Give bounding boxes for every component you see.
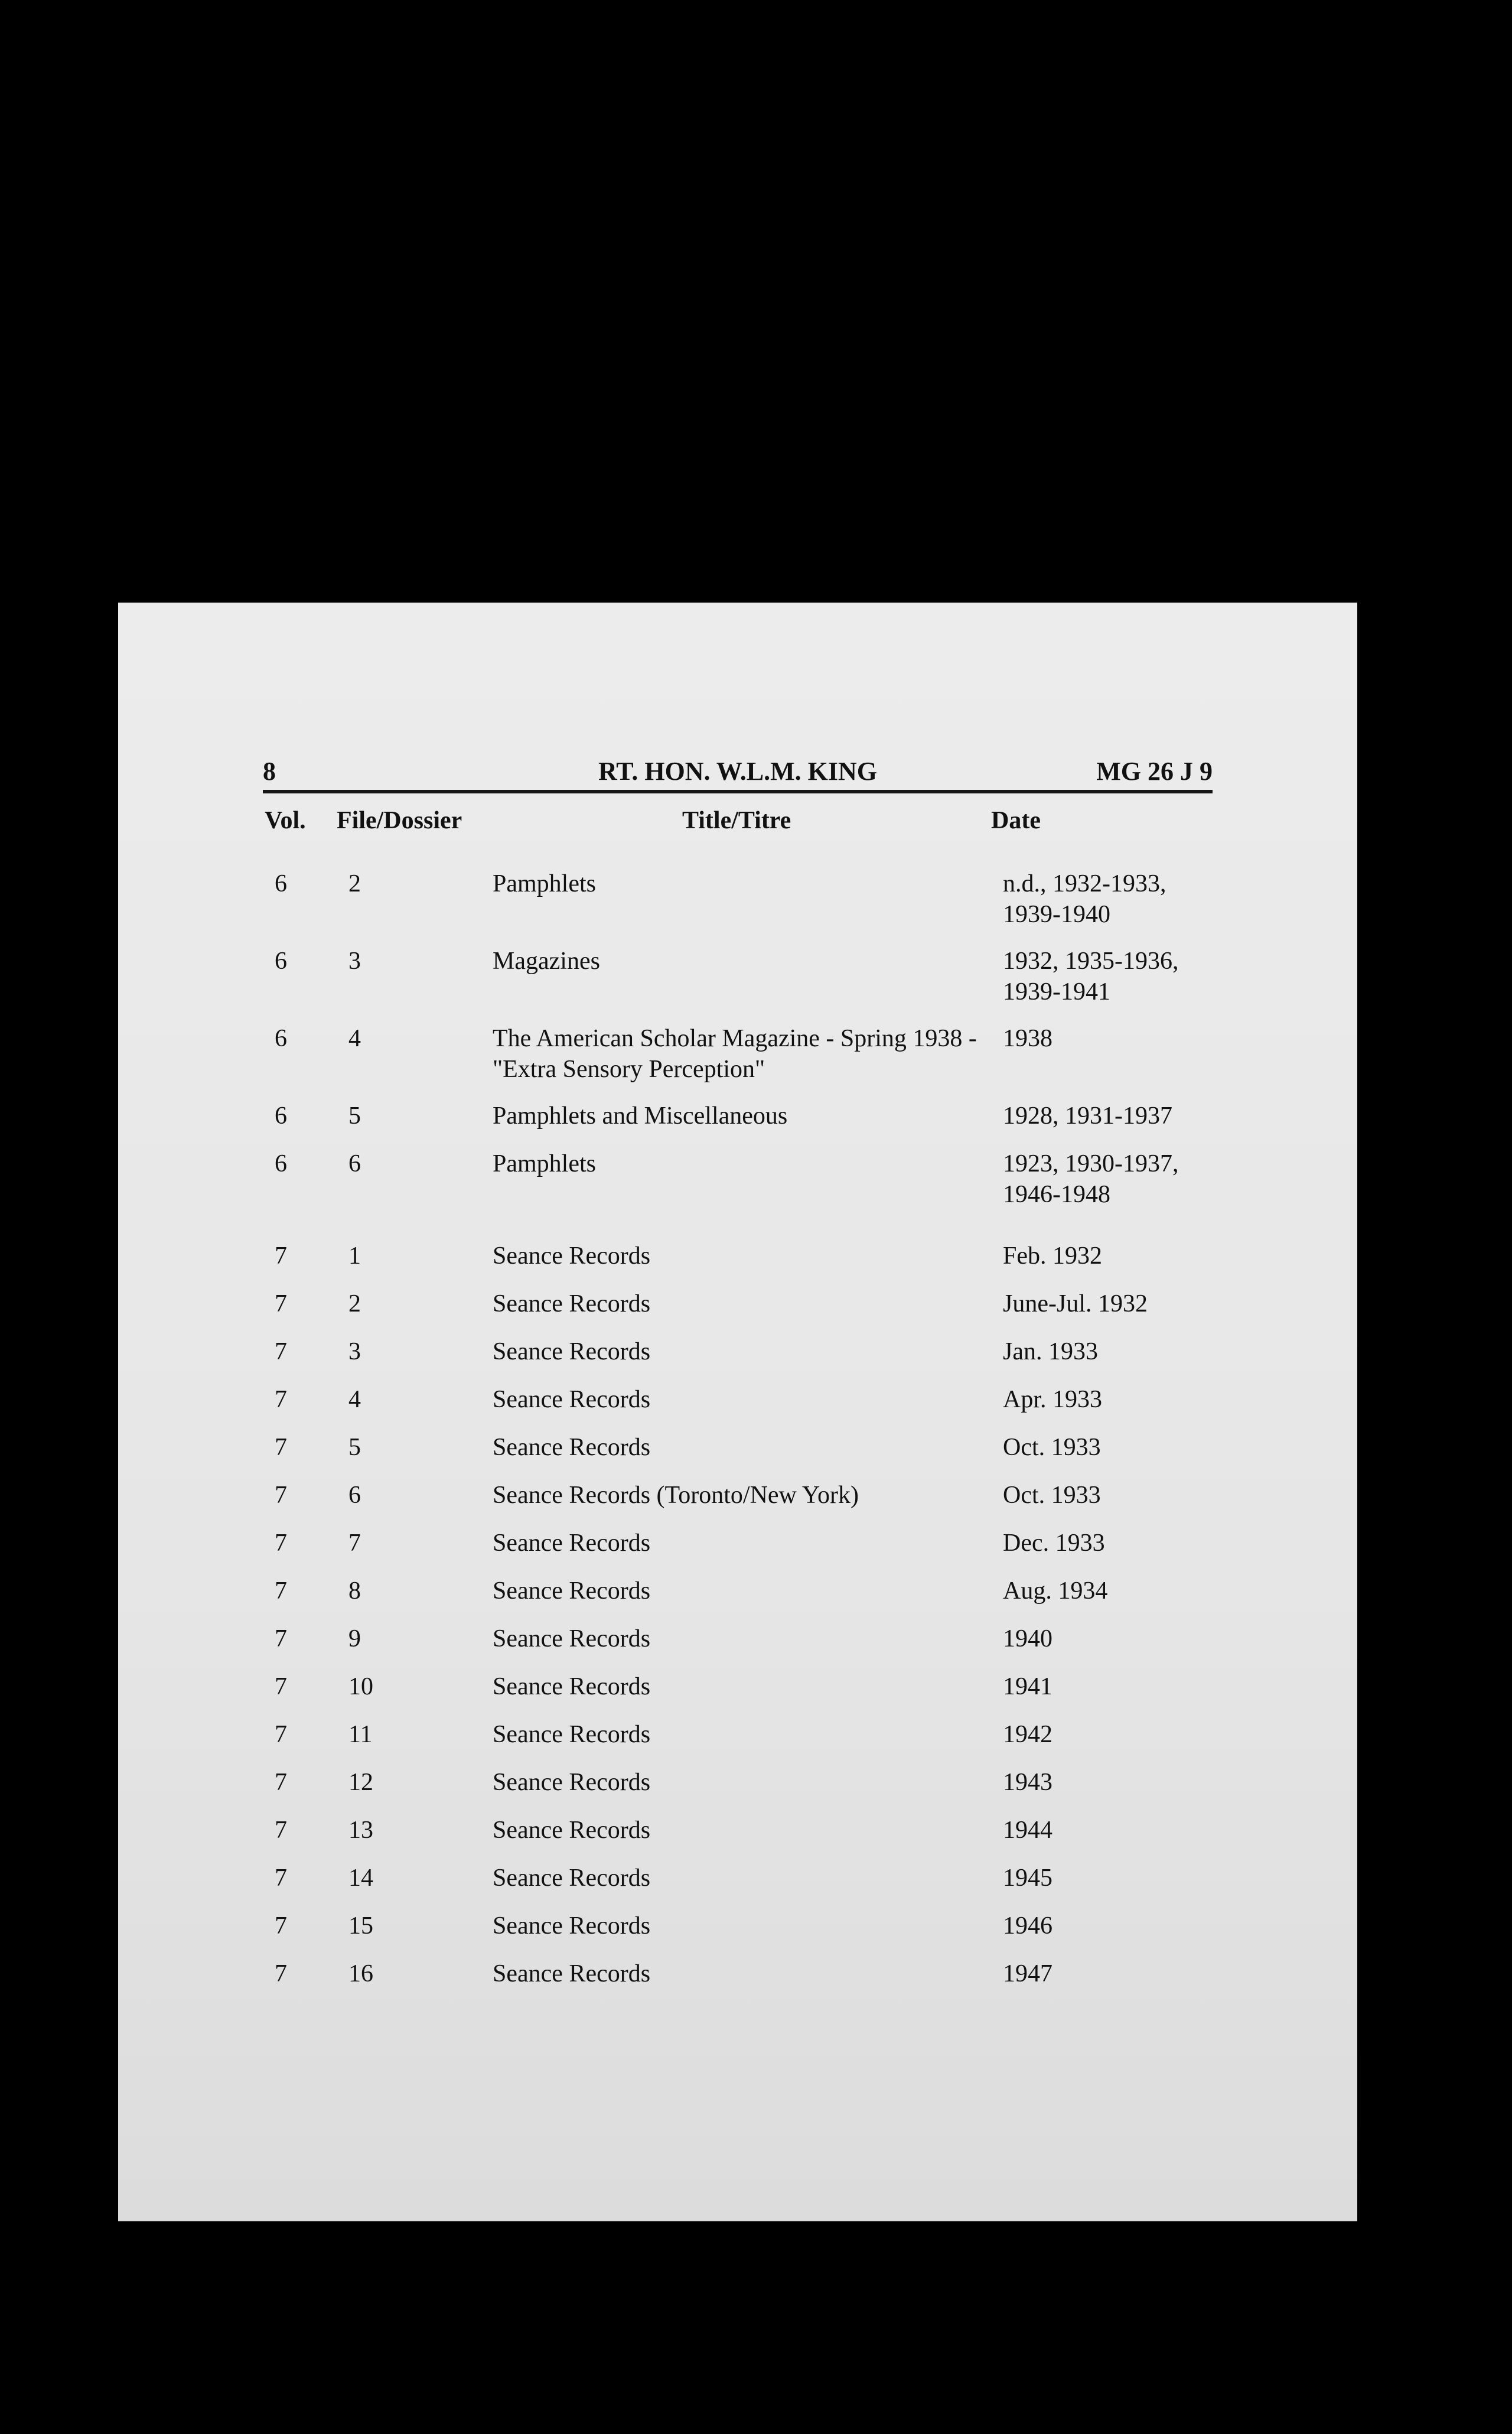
date-cell: Aug. 1934 (1003, 1577, 1108, 1605)
date-cell: 1932, 1935-1936, 1939-1941 (1003, 948, 1179, 1006)
title-cell: Seance Records (493, 1769, 651, 1796)
file-number-cell: 6 (348, 1150, 361, 1177)
title-cell: Seance Records (493, 1960, 651, 1987)
title-cell: Seance Records (493, 1721, 651, 1748)
volume-cell: 6 (275, 1025, 287, 1052)
date-cell: 1923, 1930-1937, 1946-1948 (1003, 1150, 1179, 1208)
date-cell: 1943 (1003, 1769, 1052, 1796)
file-number-cell: 2 (348, 870, 361, 897)
title-cell: Magazines (493, 948, 600, 975)
volume-cell: 7 (275, 1242, 287, 1270)
file-number-cell: 16 (348, 1960, 373, 1987)
title-cell: Seance Records (493, 1864, 651, 1892)
date-cell: Feb. 1932 (1003, 1242, 1102, 1270)
column-header-title: Title/Titre (682, 807, 791, 834)
volume-cell: 7 (275, 1338, 287, 1365)
date-cell: Dec. 1933 (1003, 1530, 1105, 1557)
file-number-cell: 1 (348, 1242, 361, 1270)
volume-cell: 7 (275, 1673, 287, 1700)
title-cell: Pamphlets (493, 1150, 596, 1177)
column-header-file: File/Dossier (337, 807, 462, 834)
page-title: RT. HON. W.L.M. KING (598, 757, 877, 786)
volume-cell: 7 (275, 1817, 287, 1844)
title-cell: Seance Records (493, 1386, 651, 1413)
file-number-cell: 2 (348, 1290, 361, 1317)
date-cell: Oct. 1933 (1003, 1482, 1101, 1509)
title-cell: Seance Records (493, 1577, 651, 1605)
date-cell: 1941 (1003, 1673, 1052, 1700)
page-header (263, 747, 1213, 793)
document-page (118, 603, 1357, 2221)
title-cell: Seance Records (493, 1625, 651, 1652)
title-cell: Seance Records (493, 1912, 651, 1940)
title-cell: Seance Records (493, 1290, 651, 1317)
date-cell: Apr. 1933 (1003, 1386, 1102, 1413)
file-number-cell: 4 (348, 1386, 361, 1413)
volume-cell: 7 (275, 1769, 287, 1796)
date-cell: n.d., 1932-1933, 1939-1940 (1003, 870, 1166, 928)
date-cell: 1946 (1003, 1912, 1052, 1940)
file-number-cell: 9 (348, 1625, 361, 1652)
column-header-vol: Vol. (265, 807, 306, 834)
file-number-cell: 3 (348, 1338, 361, 1365)
file-number-cell: 7 (348, 1530, 361, 1557)
date-cell: 1928, 1931-1937 (1003, 1102, 1172, 1130)
file-number-cell: 3 (348, 948, 361, 975)
date-cell: 1942 (1003, 1721, 1052, 1748)
title-cell: Seance Records (Toronto/New York) (493, 1482, 859, 1509)
title-cell: The American Scholar Magazine - Spring 1938 - "Extra Sensory Perception" (493, 1025, 977, 1083)
file-number-cell: 12 (348, 1769, 373, 1796)
column-header-date: Date (991, 807, 1041, 834)
date-cell: Oct. 1933 (1003, 1434, 1101, 1461)
volume-cell: 6 (275, 948, 287, 975)
file-number-cell: 13 (348, 1817, 373, 1844)
volume-cell: 7 (275, 1530, 287, 1557)
file-number-cell: 14 (348, 1864, 373, 1892)
volume-cell: 7 (275, 1577, 287, 1605)
date-cell: 1944 (1003, 1817, 1052, 1844)
file-number-cell: 4 (348, 1025, 361, 1052)
title-cell: Seance Records (493, 1817, 651, 1844)
date-cell: 1938 (1003, 1025, 1052, 1052)
volume-cell: 7 (275, 1912, 287, 1940)
volume-cell: 7 (275, 1864, 287, 1892)
volume-cell: 7 (275, 1960, 287, 1987)
page-number: 8 (263, 757, 276, 786)
title-cell: Seance Records (493, 1673, 651, 1700)
volume-cell: 6 (275, 870, 287, 897)
file-number-cell: 6 (348, 1482, 361, 1509)
title-cell: Pamphlets (493, 870, 596, 897)
file-number-cell: 5 (348, 1434, 361, 1461)
file-number-cell: 11 (348, 1721, 373, 1748)
date-cell: 1947 (1003, 1960, 1052, 1987)
date-cell: June-Jul. 1932 (1003, 1290, 1148, 1317)
title-cell: Seance Records (493, 1338, 651, 1365)
date-cell: 1945 (1003, 1864, 1052, 1892)
volume-cell: 7 (275, 1290, 287, 1317)
volume-cell: 7 (275, 1386, 287, 1413)
volume-cell: 6 (275, 1102, 287, 1130)
title-cell: Seance Records (493, 1434, 651, 1461)
date-cell: 1940 (1003, 1625, 1052, 1652)
collection-reference: MG 26 J 9 (1096, 757, 1213, 786)
file-number-cell: 5 (348, 1102, 361, 1130)
title-cell: Seance Records (493, 1242, 651, 1270)
volume-cell: 6 (275, 1150, 287, 1177)
volume-cell: 7 (275, 1482, 287, 1509)
volume-cell: 7 (275, 1721, 287, 1748)
volume-cell: 7 (275, 1625, 287, 1652)
file-number-cell: 10 (348, 1673, 373, 1700)
title-cell: Pamphlets and Miscellaneous (493, 1102, 788, 1130)
file-number-cell: 8 (348, 1577, 361, 1605)
date-cell: Jan. 1933 (1003, 1338, 1098, 1365)
file-number-cell: 15 (348, 1912, 373, 1940)
title-cell: Seance Records (493, 1530, 651, 1557)
volume-cell: 7 (275, 1434, 287, 1461)
